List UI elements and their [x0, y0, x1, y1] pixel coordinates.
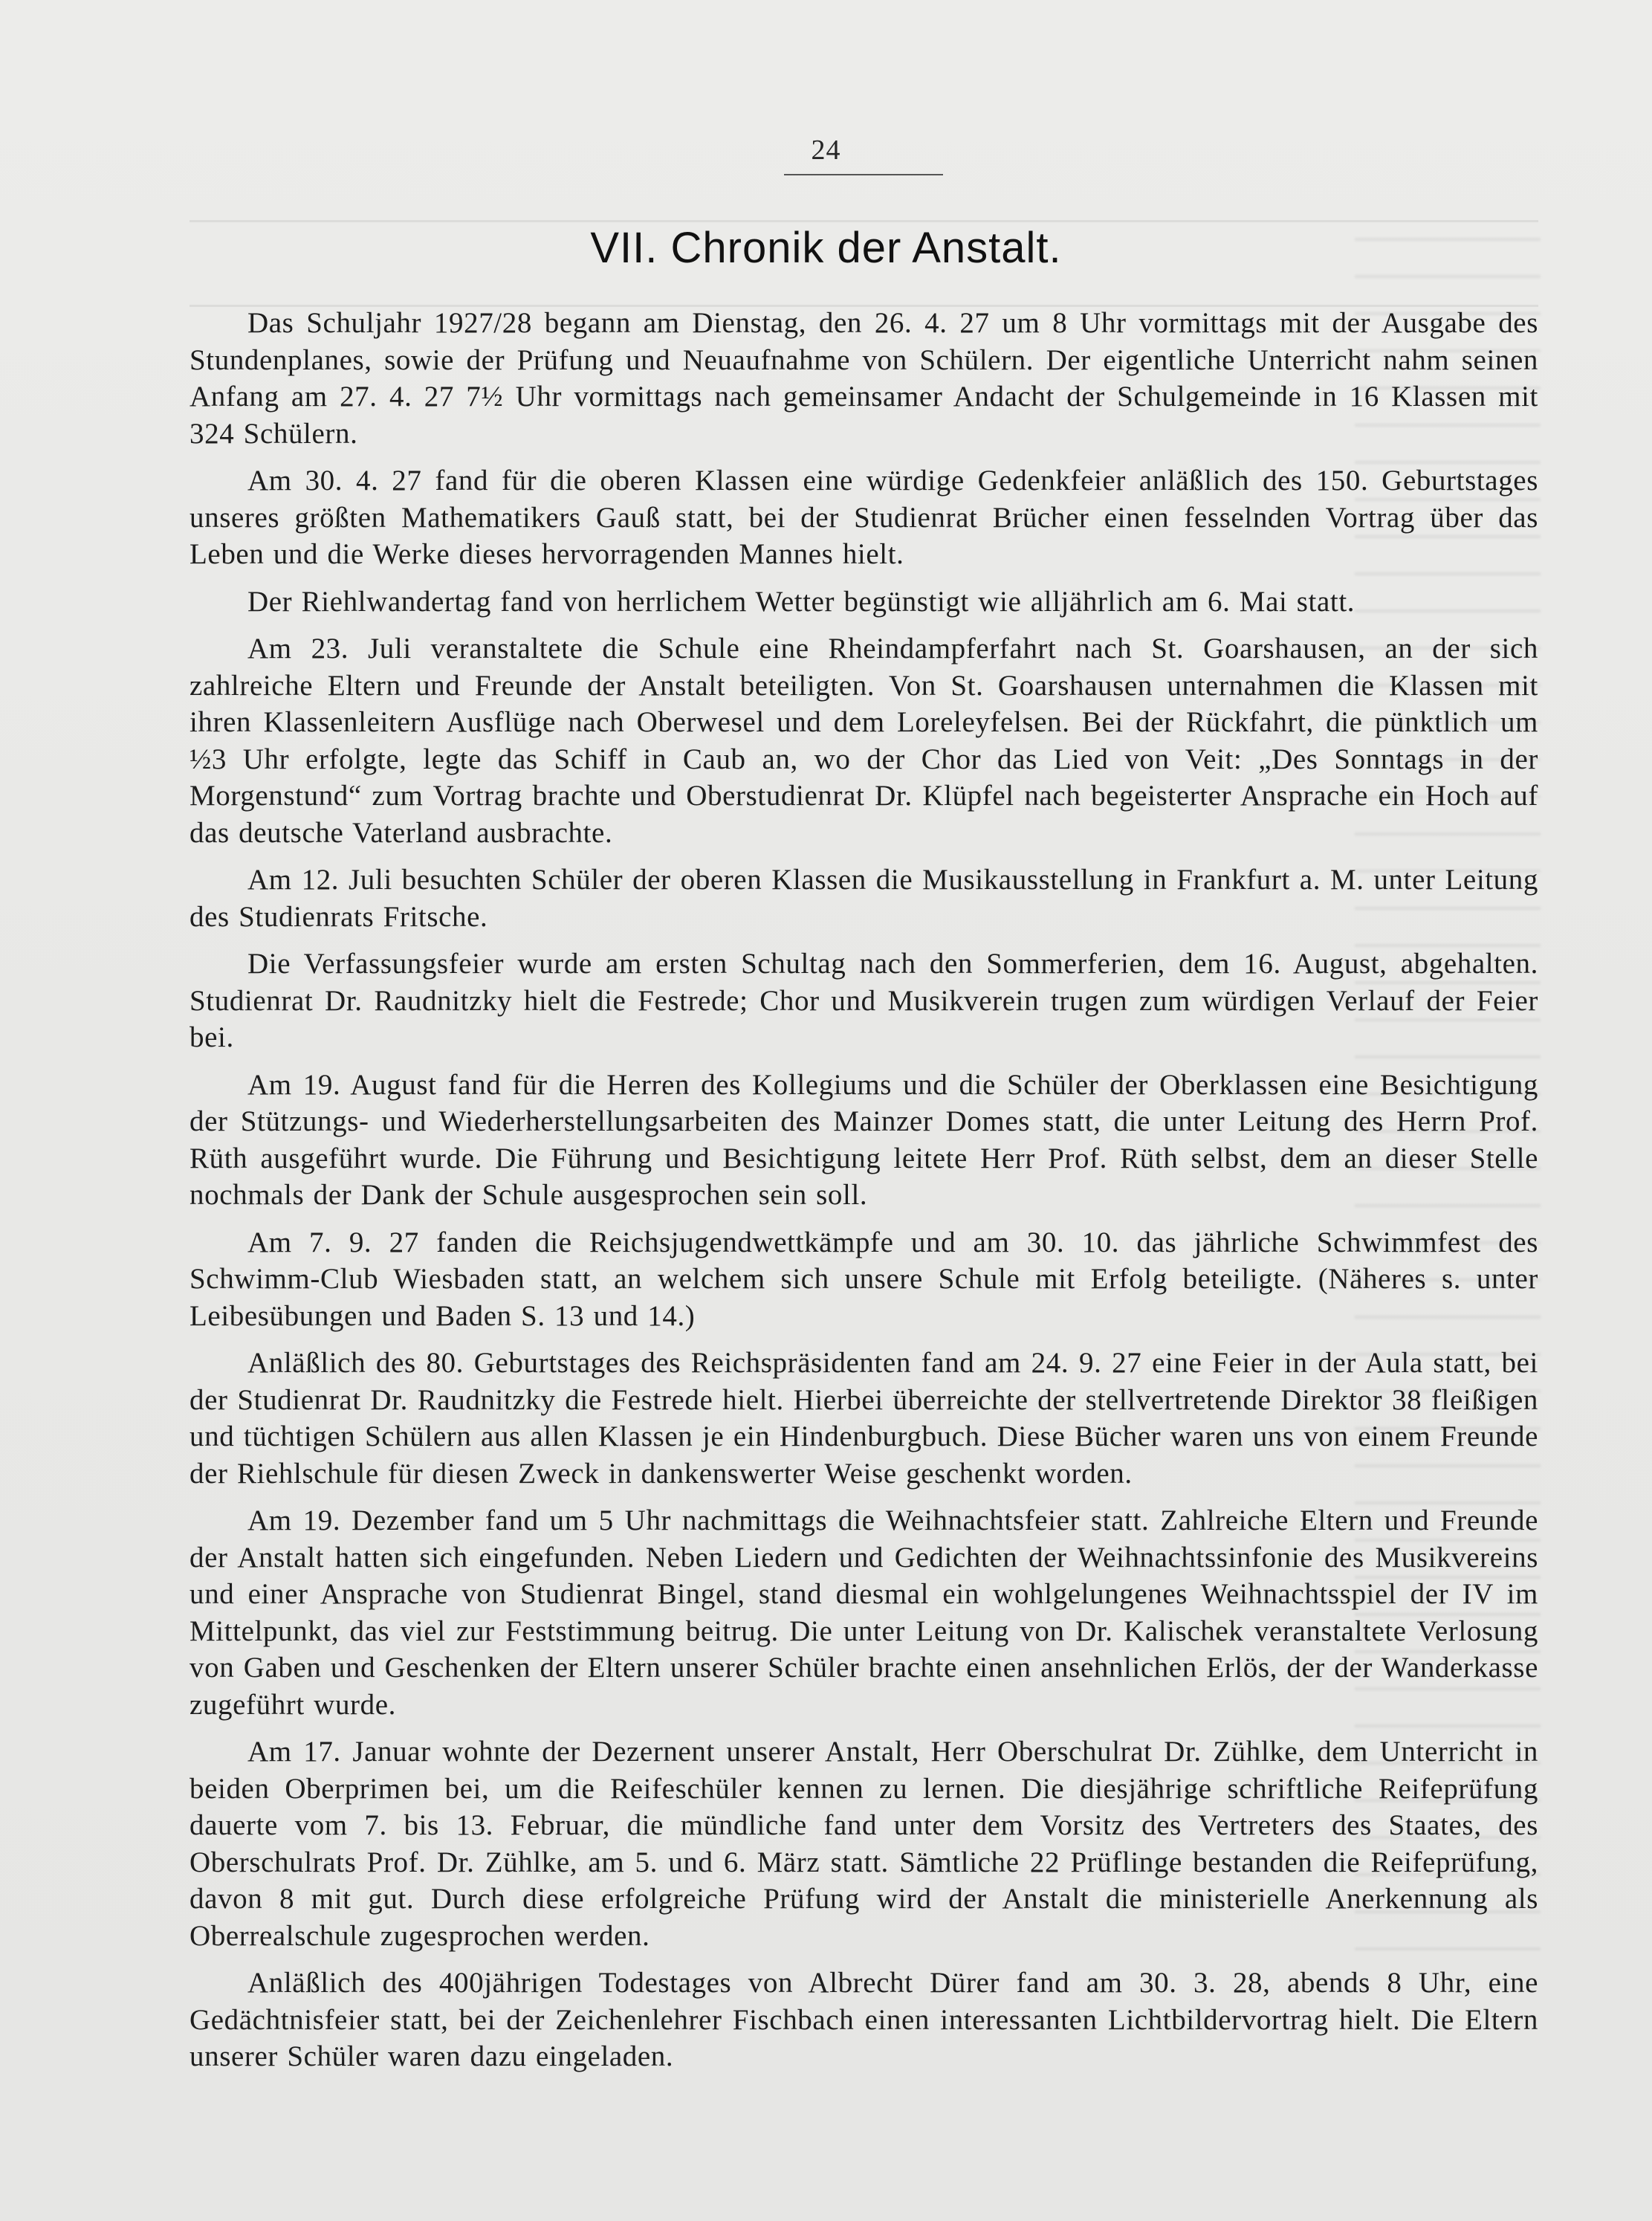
paragraph: Anläßlich des 80. Geburtstages des Reichspräsidenten fand am 24. 9. 27 eine Feier in der Aula statt, bei der Studienrat Dr. Raudnitzky die Festrede hielt. Hierbei überreichte der stellvertretende Direktor 38 fleißigen und tüchtigen Schülern aus allen Klassen je ein Hindenburgbuch. Diese Bücher waren uns von einem Freunde der Riehlschule für diesen Zweck in dankenswerter Weise geschenkt worden.: [190, 1347, 1538, 1490]
paragraph: Am 30. 4. 27 fand für die oberen Klassen eine würdige Gedenkfeier anläßlich des 150. Geburtstages unseres größten Mathematikers Gauß statt, bei der Studienrat Brücher einen fesselnden Vortrag über das Leben und die Werke dieses hervorragenden Mannes hielt.: [190, 465, 1538, 570]
paragraph: Am 19. Dezember fand um 5 Uhr nachmittags die Weihnachtsfeier statt. Zahlreiche Eltern und Freunde der Anstalt hatten sich eingefunden. Neben Liedern und Gedichten der Weihnachtssinfonie des Musikvereins und einer Ansprache von Studienrat Bingel, stand diesmal ein wohlgelungenes Weihnachtsspiel der IV im Mittelpunkt, das viel zur Feststimmung beitrug. Die unter Leitung von Dr. Kalischek veranstaltete Verlosung von Gaben und Geschenken der Eltern unserer Schüler brachte einen ansehnlichen Erlös, der der Wanderkasse zugeführt wurde.: [190, 1504, 1538, 1721]
paragraph: Am 23. Juli veranstaltete die Schule eine Rheindampferfahrt nach St. Goarshausen, an der sich zahlreiche Eltern und Freunde der Anstalt beteiligten. Von St. Goarshausen unternahmen die Klassen mit ihren Klassenleitern Ausflüge nach Oberwesel und dem Loreleyfelsen. Bei der Rückfahrt, die pünktlich um ½3 Uhr erfolgte, legte das Schiff in Caub an, wo der Chor das Lied von Veit: „Des Sonntags in der Morgenstund“ zum Vortrag brachte und Oberstudienrat Dr. Klüpfel nach begeisterter Ansprache ein Hoch auf das deutsche Vaterland ausbrachte.: [190, 633, 1538, 849]
paragraph: Die Verfassungsfeier wurde am ersten Schultag nach den Sommerferien, dem 16. August, abgehalten. Studienrat Dr. Raudnitzky hielt die Festrede; Chor und Musikverein trugen zum würdigen Verlauf der Feier bei.: [190, 948, 1538, 1053]
paragraph: Am 19. August fand für die Herren des Kollegiums und die Schüler der Oberklassen eine Besichtigung der Stützungs- und Wiederherstellungsarbeiten des Mainzer Domes statt, die unter Leitung des Herrn Prof. Rüth ausgeführt wurde. Die Führung und Besichtigung leitete Herr Prof. Rüth selbst, dem an dieser Stelle nochmals der Dank der Schule ausgesprochen sein soll.: [190, 1068, 1538, 1211]
paragraph: Am 7. 9. 27 fanden die Reichsjugendwettkämpfe und am 30. 10. das jährliche Schwimmfest des Schwimm-Club Wiesbaden statt, an welchem sich unsere Schule mit Erfolg beteiligte. (Näheres s. unter Leibesübungen und Baden S. 13 und 14.): [190, 1226, 1538, 1332]
paragraph: Anläßlich des 400jährigen Todestages von Albrecht Dürer fand am 30. 3. 28, abends 8 Uhr, eine Gedächtnisfeier statt, bei der Zeichenlehrer Fischbach einen interessanten Lichtbildervortrag hielt. Die Eltern unserer Schüler waren dazu eingeladen.: [190, 1967, 1538, 2072]
paragraph: Der Riehlwandertag fand von herrlichem Wetter begünstigt wie alljährlich am 6. Mai statt.: [247, 585, 1355, 618]
paragraph: Am 17. Januar wohnte der Dezernent unserer Anstalt, Herr Oberschulrat Dr. Zühlke, dem Unterricht in beiden Oberprimen bei, um die Reifeschüler kennen zu lernen. Die diesjährige schriftliche Reifeprüfung dauerte vom 7. bis 13. Februar, die mündliche fand unter dem Vorsitz des Vertreters des Staates, des Oberschulrats Prof. Dr. Zühlke, am 5. und 6. März statt. Sämtliche 22 Prüflinge bestanden die Reifeprüfung, davon 8 mit gut. Durch diese erfolgreiche Prüfung wird der Anstalt die ministerielle Anerkennung als Oberrealschule zugesprochen werden.: [190, 1736, 1538, 1952]
chronicle-body: [190, 305, 1538, 2086]
paragraph: Das Schuljahr 1927/28 begann am Dienstag, den 26. 4. 27 um 8 Uhr vormittags mit der Ausgabe des Stundenplanes, sowie der Prüfung und Neuaufnahme von Schülern. Der eigentliche Unterricht nahm seinen Anfang am 27. 4. 27 7½ Uhr vormittags nach gemeinsamer Andacht der Schulgemeinde in 16 Klassen mit 324 Schülern.: [190, 307, 1538, 450]
page-number-rule: [784, 174, 943, 175]
page-number: 24: [811, 135, 841, 166]
chapter-heading: VII. Chronik der Anstalt.: [590, 224, 1062, 272]
paragraph: Am 12. Juli besuchten Schüler der oberen Klassen die Musikausstellung in Frankfurt a. M. unter Leitung des Studienrats Fritsche.: [190, 864, 1538, 933]
show-through-rule: [190, 220, 1538, 222]
